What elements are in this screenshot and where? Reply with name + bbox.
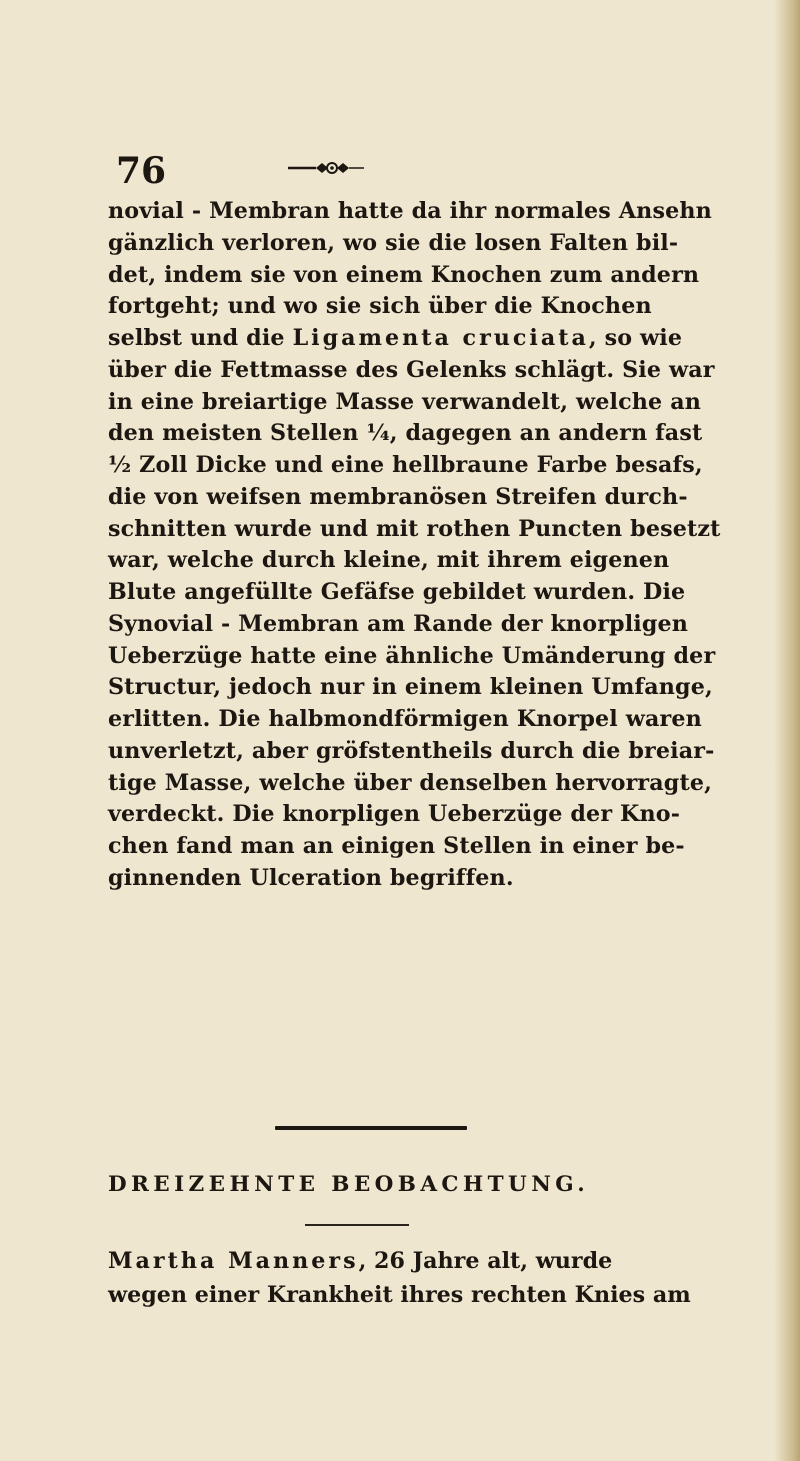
text-line: gänzlich verloren, wo sie die losen Falten bil- bbox=[108, 229, 679, 256]
text-fragment: , 26 Jahre alt, wurde bbox=[358, 1248, 613, 1274]
text-fragment: , so wie bbox=[588, 325, 683, 351]
text-line: die von weifsen membranösen Streifen durch- bbox=[108, 483, 688, 510]
text-line: ginnenden Ulceration begriffen. bbox=[108, 864, 514, 891]
body-paragraph bbox=[108, 196, 738, 895]
text-line: fortgeht; und wo sie sich über die Knochen bbox=[108, 293, 652, 320]
text-line: chen fand man an einigen Stellen in einer be- bbox=[108, 833, 685, 859]
page-header bbox=[116, 150, 736, 200]
text-line: tige Masse, welche über denselben hervorragte, bbox=[108, 769, 712, 796]
text-line: verdeckt. Die knorpligen Ueberzüge der Kno- bbox=[108, 801, 681, 828]
patient-name: Martha Manners bbox=[108, 1248, 359, 1274]
section-divider-bottom bbox=[305, 1224, 409, 1226]
text-line: Ueberzüge hatte eine ähnliche Umänderung der bbox=[108, 642, 716, 669]
text-line: wegen einer Krankheit ihres rechten Knies am bbox=[108, 1282, 691, 1308]
text-line: Structur, jedoch nur in einem kleinen Umfange, bbox=[108, 674, 713, 701]
section-heading: DREIZEHNTE BEOBACHTUNG. bbox=[108, 1172, 590, 1197]
text-line bbox=[108, 323, 738, 355]
text-line: über die Fettmasse des Gelenks schlägt. Sie war bbox=[108, 356, 715, 383]
page-number: 76 bbox=[116, 150, 167, 192]
text-line: ½ Zoll Dicke und eine hellbraune Farbe besafs, bbox=[108, 452, 703, 478]
text-line: in eine breiartige Masse verwandelt, welche an bbox=[108, 388, 702, 415]
text-line: erlitten. Die halbmondförmigen Knorpel waren bbox=[108, 706, 702, 732]
header-ornament-icon bbox=[286, 160, 366, 176]
text-line: war, welche durch kleine, mit ihrem eigenen bbox=[108, 547, 670, 574]
text-line: unverletzt, aber gröfstentheils durch die breiar- bbox=[108, 737, 715, 764]
text-line: schnitten wurde und mit rothen Puncten besetzt bbox=[108, 515, 721, 542]
text-line: det, indem sie von einem Knochen zum andern bbox=[108, 261, 700, 288]
text-line: den meisten Stellen ¼, dagegen an andern fast bbox=[108, 420, 703, 447]
text-line: Blute angefüllte Gefäfse gebildet wurden. Die bbox=[108, 579, 686, 605]
text-fragment: selbst und die bbox=[108, 325, 293, 351]
text-line: novial - Membran hatte da ihr normales Ansehn bbox=[108, 198, 712, 224]
section-divider-top bbox=[275, 1126, 467, 1130]
text-line bbox=[108, 1244, 738, 1278]
text-line: Synovial - Membran am Rande der knorpligen bbox=[108, 610, 689, 637]
latin-term: Ligamenta cruciata bbox=[292, 325, 589, 351]
section-paragraph bbox=[108, 1244, 738, 1312]
page-edge-shadow bbox=[774, 0, 800, 1461]
